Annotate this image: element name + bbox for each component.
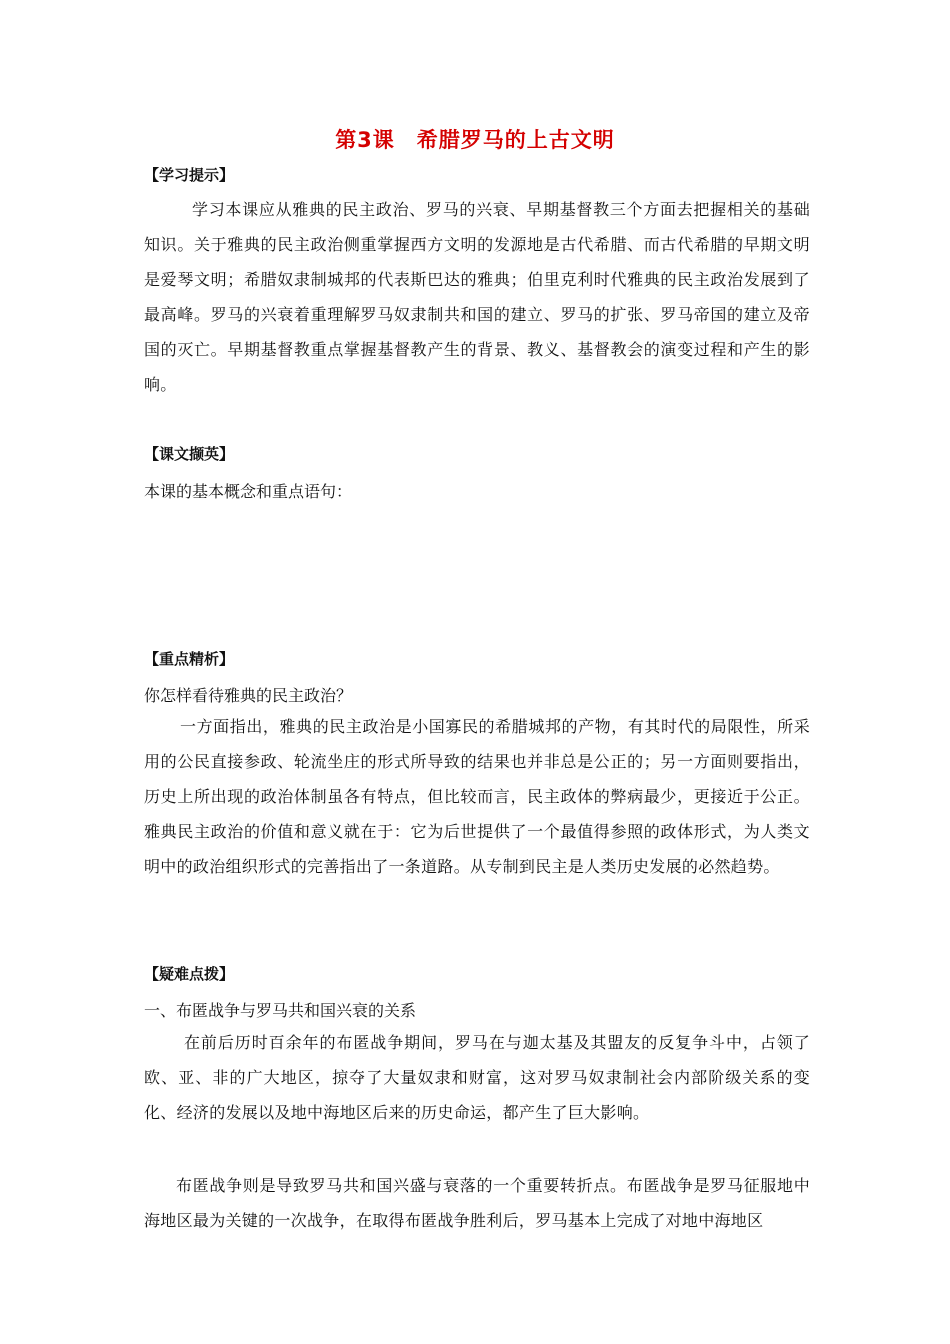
difficulties-paragraph-1: 在前后历时百余年的布匿战争期间，罗马在与迦太基及其盟友的反复争斗中，占领了欧、亚、非的广大地区，掠夺了大量奴隶和财富，这对罗马奴隶制社会内部阶级关系的变化、经济的发展以及地中海地区后来的历史命运，都产生了巨大影响。 bbox=[144, 1033, 810, 1122]
lesson-title: 第3课 希腊罗马的上古文明 bbox=[335, 128, 615, 152]
key-analysis-heading: 【重点精析】 bbox=[144, 650, 235, 668]
key-analysis-question: 你怎样看待雅典的民主政治？ bbox=[144, 686, 353, 705]
key-analysis-paragraph: 一方面指出，雅典的民主政治是小国寡民的希腊城邦的产物，有其时代的局限性，所采用的公民直接参政、轮流坐庄的形式所导致的结果也并非总是公正的；另一方面则要指出，历史上所出现的政治体制虽各有特点，但比较而言，民主政体的弊病最少，更接近于公正。雅典民主政治的价值和意义就在于：它为后世提供了一个最值得参照的政体形式，为人类文明中的政治组织形式的完善指出了一条道路。从专制到民主是人类历史发展的必然趋势。 bbox=[144, 717, 810, 876]
excerpts-heading: 【课文撷英】 bbox=[144, 445, 235, 463]
difficulties-subheading: 一、布匿战争与罗马共和国兴衰的关系 bbox=[144, 1001, 417, 1020]
study-tips-paragraph: 学习本课应从雅典的民主政治、罗马的兴衰、早期基督教三个方面去把握相关的基础知识。关于雅典的民主政治侧重掌握西方文明的发源地是古代希腊、而古代希腊的早期文明是爱琴文明；希腊奴隶制城邦的代表斯巴达的雅典；伯里克利时代雅典的民主政治发展到了最高峰。罗马的兴衰着重理解罗马奴隶制共和国的建立、罗马的扩张、罗马帝国的建立及帝国的灭亡。早期基督教重点掌握基督教产生的背景、教义、基督教会的演变过程和产生的影响。 bbox=[144, 200, 810, 394]
excerpts-intro: 本课的基本概念和重点语句： bbox=[144, 482, 353, 501]
difficulties-paragraph-2: 布匿战争则是导致罗马共和国兴盛与衰落的一个重要转折点。布匿战争是罗马征服地中海地区最为关键的一次战争，在取得布匿战争胜利后，罗马基本上完成了对地中海地区 bbox=[144, 1176, 810, 1230]
study-tips-heading: 【学习提示】 bbox=[144, 166, 235, 184]
difficulties-heading: 【疑难点拨】 bbox=[144, 965, 235, 983]
